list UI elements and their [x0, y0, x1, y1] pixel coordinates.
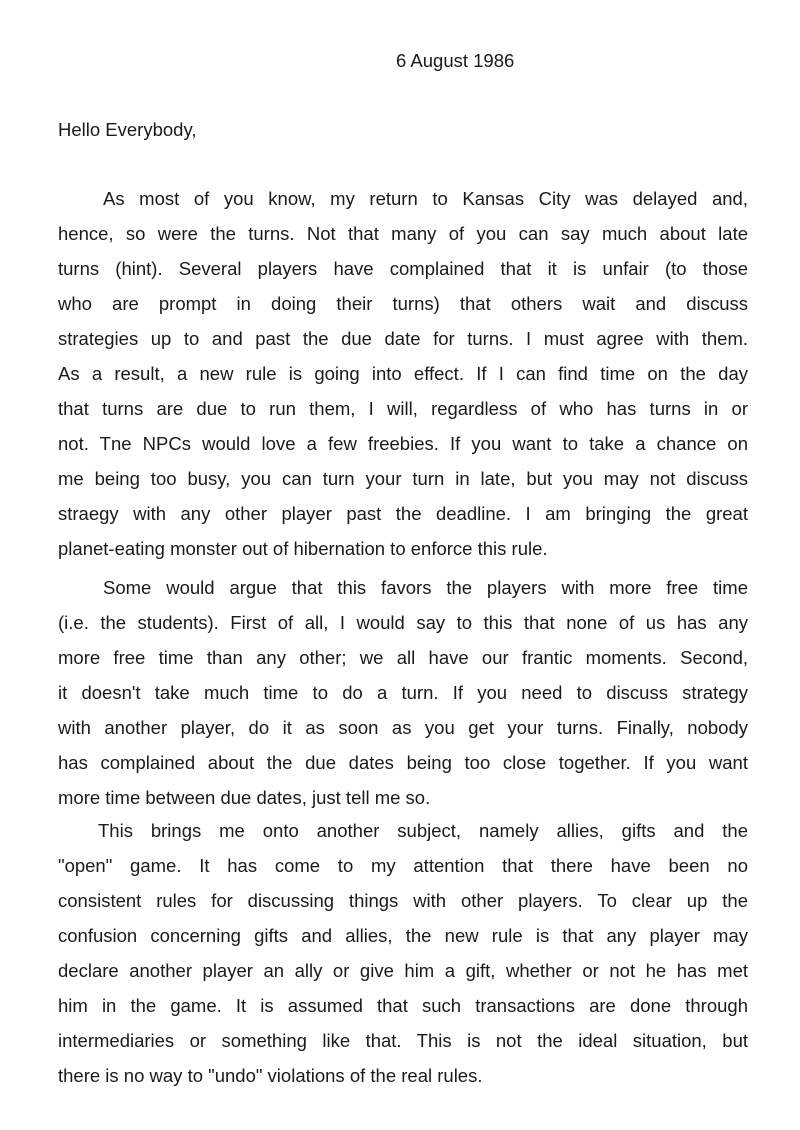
- text-line: turns (hint). Several players have complained that it is unfair (to those: [58, 258, 748, 279]
- text-line: declare another player an ally or give him a gift, whether or not he has met: [58, 960, 748, 981]
- salutation: Hello Everybody,: [58, 119, 197, 140]
- text-line: who are prompt in doing their turns) that others wait and discuss: [58, 293, 748, 314]
- text-line: confusion concerning gifts and allies, the new rule is that any player may: [58, 925, 748, 946]
- text-line: that turns are due to run them, I will, regardless of who has turns in or: [58, 398, 748, 419]
- paragraph-allies-gifts: [58, 813, 748, 1093]
- text-line: As most of you know, my return to Kansas City was delayed and,: [103, 188, 748, 209]
- text-line: intermediaries or something like that. This is not the ideal situation, but: [58, 1030, 748, 1051]
- text-line: me being too busy, you can turn your turn in late, but you may not discuss: [58, 468, 748, 489]
- text-line: straegy with any other player past the deadline. I am bringing the great: [58, 503, 748, 524]
- text-line: with another player, do it as soon as you get your turns. Finally, nobody: [58, 717, 748, 738]
- text-line: strategies up to and past the due date for turns. I must agree with them.: [58, 328, 748, 349]
- text-line: "open" game. It has come to my attention that there have been no: [58, 855, 748, 876]
- text-line: more time between due dates, just tell me so.: [58, 787, 431, 808]
- text-line: not. Tne NPCs would love a few freebies. If you want to take a chance on: [58, 433, 748, 454]
- text-line: Some would argue that this favors the players with more free time: [103, 577, 748, 598]
- text-line: planet-eating monster out of hibernation to enforce this rule.: [58, 538, 548, 559]
- paragraph-free-time: [58, 570, 748, 815]
- text-line: (i.e. the students). First of all, I would say to this that none of us has any: [58, 612, 748, 633]
- paragraph-late-turns: [58, 181, 748, 566]
- text-line: him in the game. It is assumed that such transactions are done through: [58, 995, 748, 1016]
- text-line: more free time than any other; we all have our frantic moments. Second,: [58, 647, 748, 668]
- text-line: it doesn't take much time to do a turn. If you need to discuss strategy: [58, 682, 748, 703]
- text-line: consistent rules for discussing things with other players. To clear up the: [58, 890, 748, 911]
- letter-date: 6 August 1986: [396, 50, 515, 71]
- text-line: has complained about the due dates being too close together. If you want: [58, 752, 748, 773]
- text-line: This brings me onto another subject, namely allies, gifts and the: [98, 820, 748, 841]
- text-line: As a result, a new rule is going into effect. If I can find time on the day: [58, 363, 748, 384]
- text-line: hence, so were the turns. Not that many of you can say much about late: [58, 223, 748, 244]
- text-line: there is no way to "undo" violations of the real rules.: [58, 1065, 483, 1086]
